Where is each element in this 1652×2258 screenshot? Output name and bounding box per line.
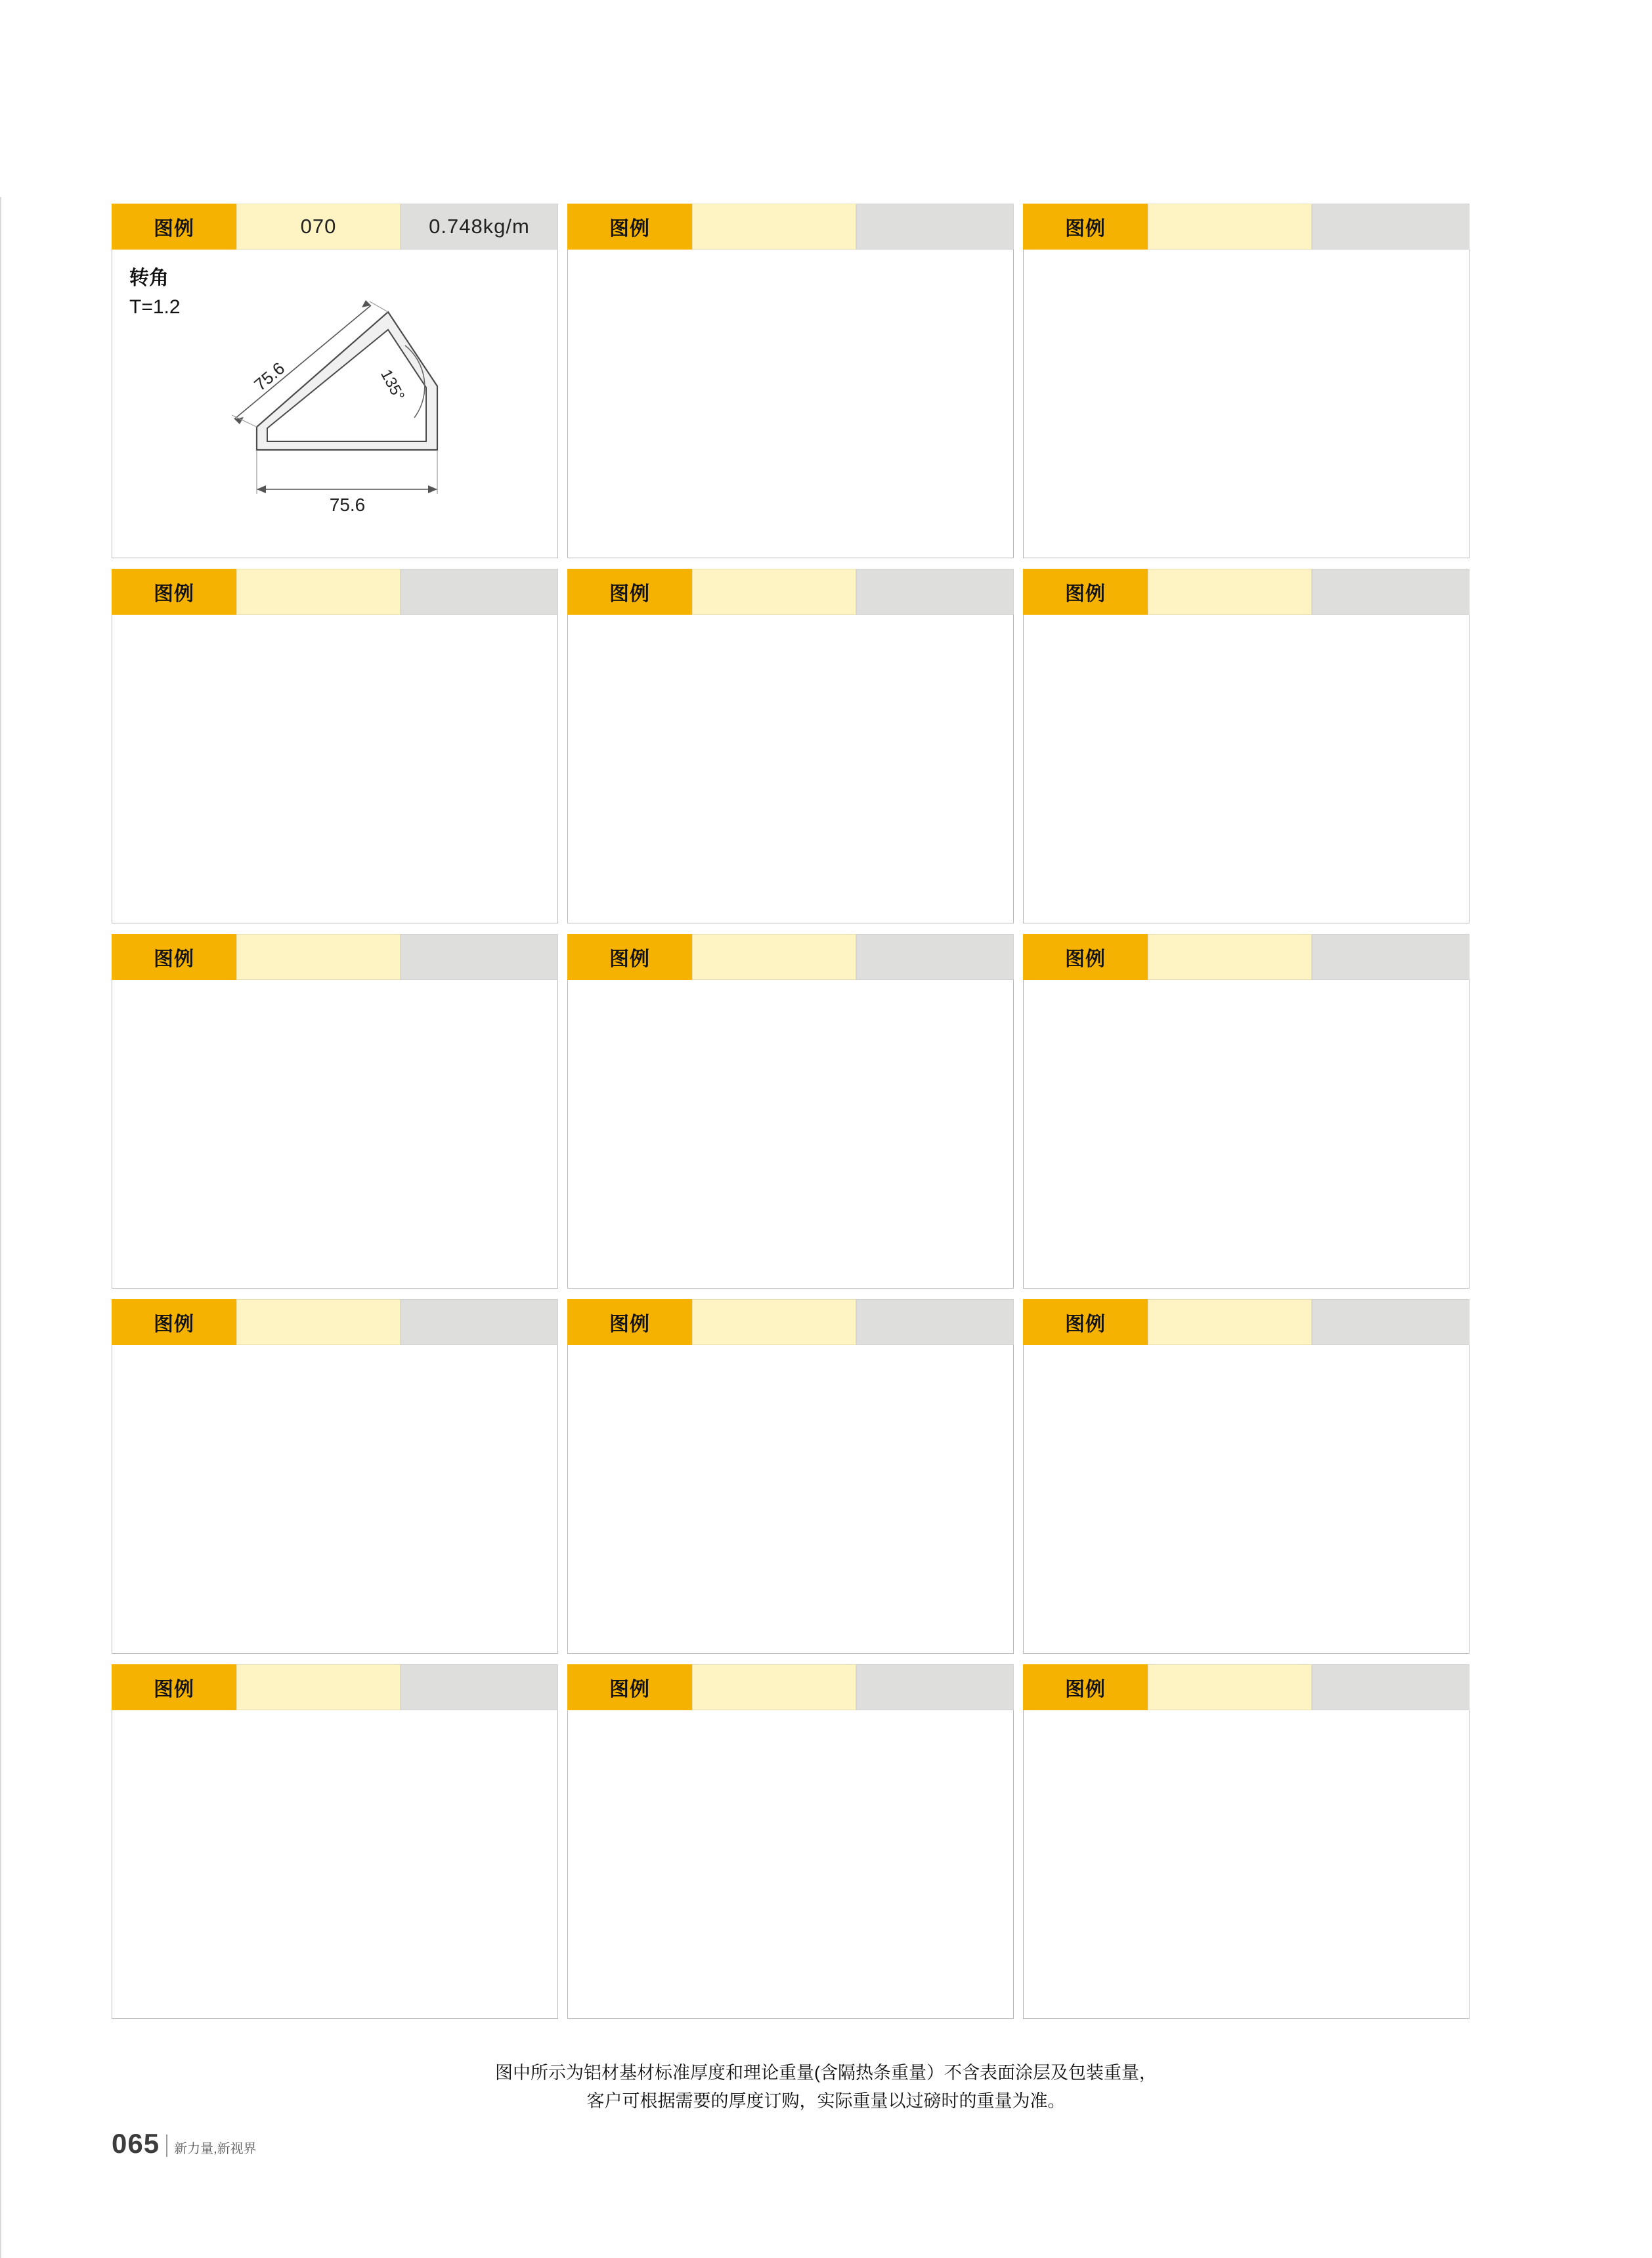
product-row-body (112, 250, 1510, 558)
profile-weight (1312, 934, 1469, 980)
profile-weight: 0.748kg/m (401, 204, 558, 250)
profile-code (692, 1664, 856, 1710)
column-gap (1014, 934, 1023, 980)
profile-drawing-cell (567, 1710, 1014, 2019)
profile-drawing-cell (567, 615, 1014, 923)
page-footer (112, 2128, 257, 2159)
legend-label: 图例 (1023, 204, 1148, 250)
profile-weight (856, 934, 1014, 980)
legend-label: 图例 (567, 1299, 692, 1345)
profile-weight (1312, 569, 1469, 615)
product-row-header (112, 1664, 1510, 1710)
profile-drawing-cell (1023, 250, 1469, 558)
profile-code (1148, 934, 1312, 980)
column-gap (558, 1710, 567, 2019)
product-row-body (112, 980, 1510, 1289)
drawing-title-group (129, 264, 181, 321)
legend-label: 图例 (112, 204, 236, 250)
profile-code (692, 1299, 856, 1345)
column-gap (558, 615, 567, 923)
column-gap (1014, 250, 1023, 558)
profile-drawing-cell (1023, 1345, 1469, 1654)
profile-weight (1312, 1664, 1469, 1710)
legend-label: 图例 (567, 1664, 692, 1710)
product-row-header (112, 1299, 1510, 1345)
column-gap (1014, 204, 1023, 250)
profile-weight (856, 1299, 1014, 1345)
column-gap (1014, 1710, 1023, 2019)
profile-drawing-cell (1023, 615, 1469, 923)
profile-weight (856, 204, 1014, 250)
product-row (112, 569, 1510, 923)
profile-drawing-cell (112, 615, 558, 923)
profile-code (1148, 569, 1312, 615)
column-gap (558, 980, 567, 1289)
profile-drawing-cell (1023, 980, 1469, 1289)
product-row-header (112, 934, 1510, 980)
column-gap (1014, 980, 1023, 1289)
profile-code (1148, 1299, 1312, 1345)
svg-text:75.6: 75.6 (250, 358, 289, 395)
column-gap (558, 1664, 567, 1710)
profile-code (236, 1664, 401, 1710)
profile-weight (1312, 204, 1469, 250)
product-row-body (112, 1345, 1510, 1654)
column-gap (558, 250, 567, 558)
footnote-line-1: 图中所示为铝材基材标准厚度和理论重量(含隔热条重量）不含表面涂层及包装重量， (495, 2063, 1157, 2083)
profile-drawing-cell (567, 1345, 1014, 1654)
drawing-thickness: T=1.2 (129, 296, 181, 318)
column-gap (558, 204, 567, 250)
profile-weight (401, 1299, 558, 1345)
page-number: 065 (112, 2128, 160, 2159)
corner-profile-drawing (191, 289, 546, 552)
profile-drawing-cell (112, 980, 558, 1289)
svg-text:75.6: 75.6 (329, 495, 366, 515)
profile-drawing-cell (112, 1345, 558, 1654)
profile-code: 070 (236, 204, 401, 250)
column-gap (1014, 569, 1023, 615)
legend-label: 图例 (567, 569, 692, 615)
legend-label: 图例 (112, 934, 236, 980)
profile-weight (1312, 1299, 1469, 1345)
product-row-header (112, 569, 1510, 615)
legend-label: 图例 (1023, 934, 1148, 980)
column-gap (1014, 1299, 1023, 1345)
footer-slogan: 新力量,新视界 (174, 2142, 257, 2156)
legend-label: 图例 (567, 204, 692, 250)
profile-code (1148, 204, 1312, 250)
profile-code (236, 569, 401, 615)
footer-divider (166, 2135, 167, 2157)
legend-label: 图例 (567, 934, 692, 980)
profile-code (692, 569, 856, 615)
product-row (112, 934, 1510, 1289)
column-gap (558, 934, 567, 980)
drawing-title: 转角 (129, 267, 169, 289)
product-row-header (112, 204, 1510, 250)
profile-code (692, 934, 856, 980)
footnote (0, 2059, 1652, 2115)
legend-label: 图例 (1023, 1664, 1148, 1710)
legend-label: 图例 (112, 1664, 236, 1710)
profile-weight (856, 1664, 1014, 1710)
svg-text:135°: 135° (377, 366, 408, 404)
column-gap (1014, 1345, 1023, 1654)
column-gap (558, 1345, 567, 1654)
profile-weight (401, 1664, 558, 1710)
legend-label: 图例 (112, 1299, 236, 1345)
profile-drawing-cell (567, 250, 1014, 558)
footnote-line-2: 客户可根据需要的厚度订购，实际重量以过磅时的重量为准。 (586, 2091, 1066, 2112)
profile-drawing-cell (112, 1710, 558, 2019)
profile-drawing-cell (1023, 1710, 1469, 2019)
legend-label: 图例 (1023, 569, 1148, 615)
profile-drawing-cell (112, 250, 558, 558)
product-row-body (112, 1710, 1510, 2019)
product-row (112, 1299, 1510, 1654)
profile-weight (856, 569, 1014, 615)
profile-weight (401, 569, 558, 615)
profile-code (692, 204, 856, 250)
profile-code (236, 934, 401, 980)
column-gap (558, 569, 567, 615)
product-row (112, 204, 1510, 558)
legend-label: 图例 (112, 569, 236, 615)
column-gap (1014, 1664, 1023, 1710)
profile-weight (401, 934, 558, 980)
profile-drawing-cell (567, 980, 1014, 1289)
profile-code (1148, 1664, 1312, 1710)
page-left-edge-rule (0, 197, 1, 2258)
product-row (112, 1664, 1510, 2019)
profile-code (236, 1299, 401, 1345)
legend-label: 图例 (1023, 1299, 1148, 1345)
product-row-body (112, 615, 1510, 923)
column-gap (1014, 615, 1023, 923)
column-gap (558, 1299, 567, 1345)
profile-table-sheet (112, 204, 1510, 2029)
